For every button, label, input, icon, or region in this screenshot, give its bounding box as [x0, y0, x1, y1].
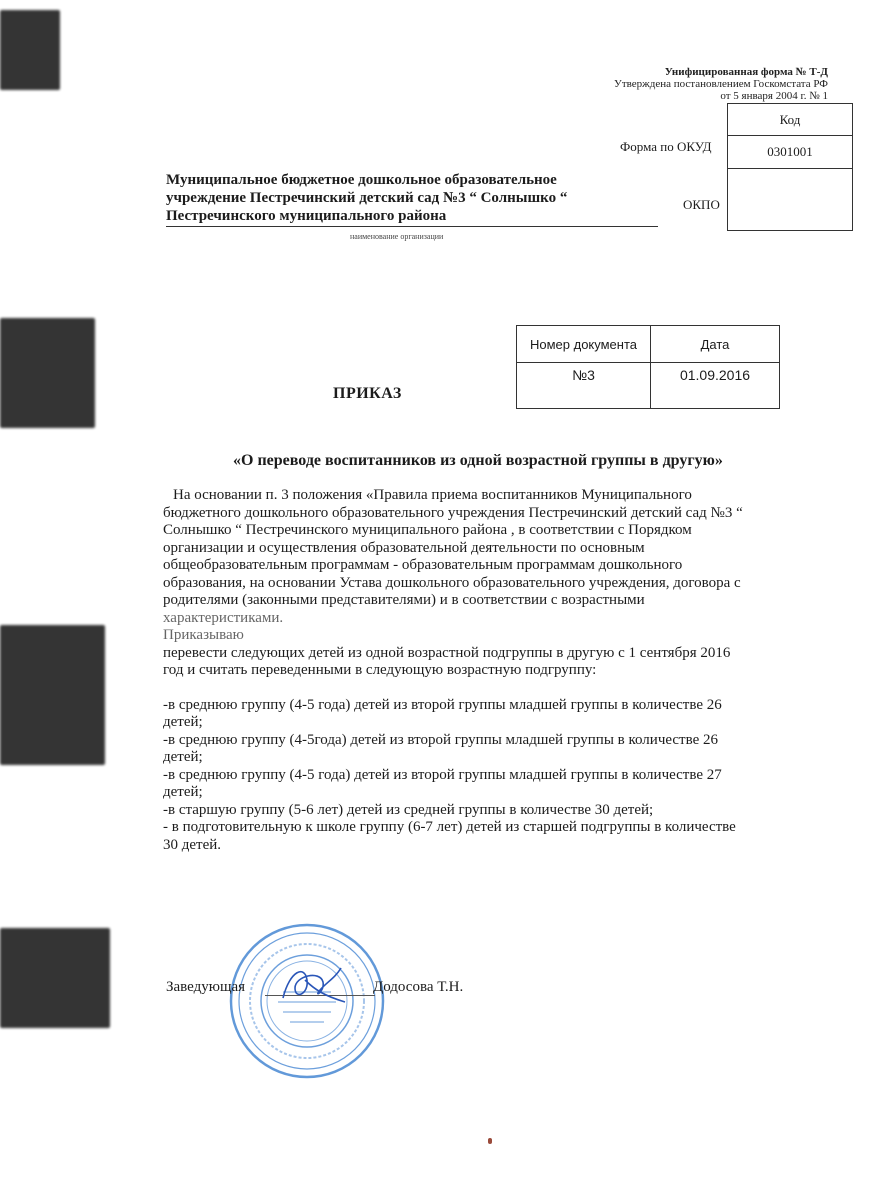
organization-name — [166, 171, 658, 227]
org-line: Муниципальное бюджетное дошкольное образовательное — [166, 172, 557, 188]
transfer-item: -в среднюю группу (4-5года) детей из второй группы младшей группы в количестве 26 — [163, 731, 719, 748]
org-caption: наименование организации — [350, 232, 444, 241]
transfer-item: -в старшую группу (5-6 лет) детей из средней группы в количестве 30 детей; — [163, 801, 654, 818]
body-line: Солнышко “ Пестречинского муниципального района , в соответствии с Порядком — [163, 522, 692, 538]
order-line: перевести следующих детей из одной возрастной подгруппы в другую с 1 сентября 2016 — [163, 644, 731, 661]
form-header — [614, 66, 828, 102]
doc-date-value: 01.09.2016 — [651, 363, 780, 409]
code-header: Код — [728, 104, 852, 136]
transfer-item: детей; — [163, 784, 203, 800]
org-line: Пестречинского муниципального района — [166, 208, 447, 224]
scan-artifact — [0, 10, 60, 90]
body-line: На основании п. 3 положения «Правила приема воспитанников Муниципального — [173, 487, 692, 503]
transfer-item: -в среднюю группу (4-5 года) детей из второй группы младшей группы в количестве 26 — [163, 696, 722, 713]
approved-line: Утверждена постановлением Госкомстата РФ — [614, 78, 828, 90]
doc-number-value: №3 — [517, 363, 651, 409]
org-line: учреждение Пестречинский детский сад №3 “ Солнышко “ — [166, 190, 568, 206]
scan-artifact — [0, 928, 110, 1028]
handwritten-signature — [265, 960, 365, 1010]
order-line: год и считать переведенными в следующую возрастную подгруппу: — [163, 662, 597, 678]
okpo-value — [728, 169, 852, 230]
okud-label: Форма по ОКУД — [620, 139, 712, 154]
document-subject: «О переводе воспитанников из одной возрастной группы в другую» — [233, 452, 723, 469]
body-line: образования, на основании Устава дошкольного образовательного учреждения, договора с — [163, 574, 741, 591]
doc-date-header: Дата — [651, 326, 780, 363]
transfer-item: - в подготовительную к школе группу (6-7 лет) детей из старшей подгруппы в количестве — [163, 819, 736, 835]
signature-position: Заведующая — [166, 979, 246, 995]
codes-table — [727, 103, 853, 231]
transfer-item: -в среднюю группу (4-5 года) детей из второй группы младшей группы в количестве 27 — [163, 766, 722, 783]
speck-mark — [488, 1138, 492, 1144]
scan-artifact — [0, 318, 95, 428]
transfer-item: детей; — [163, 749, 203, 765]
transfer-item: 30 детей. — [163, 836, 222, 853]
form-title: Унифицированная форма № Т-Д — [664, 66, 828, 78]
document-table — [516, 325, 780, 409]
body-line: бюджетного дошкольного образовательного учреждения Пестречинский детский сад №3 “ — [163, 504, 743, 521]
document-body — [163, 487, 833, 854]
document-title: ПРИКАЗ — [333, 385, 402, 402]
doc-number-header: Номер документа — [517, 326, 651, 363]
body-line: общеобразовательным программам - образовательным программам дошкольного — [163, 557, 683, 573]
okpo-label: ОКПО — [683, 197, 720, 212]
okud-value: 0301001 — [728, 136, 852, 169]
transfer-item: детей; — [163, 714, 203, 730]
body-line: родителями (законными представителями) и в соответствии с возрастными — [163, 592, 645, 608]
approved-date: от 5 января 2004 г. № 1 — [720, 90, 828, 102]
body-line: характеристиками. — [163, 609, 284, 626]
signature-name: Додосова Т.Н. — [373, 979, 464, 995]
scan-artifact — [0, 625, 105, 765]
body-line: организации и осуществления образовательной деятельности по основным — [163, 539, 645, 556]
order-word: Приказываю — [163, 627, 244, 643]
